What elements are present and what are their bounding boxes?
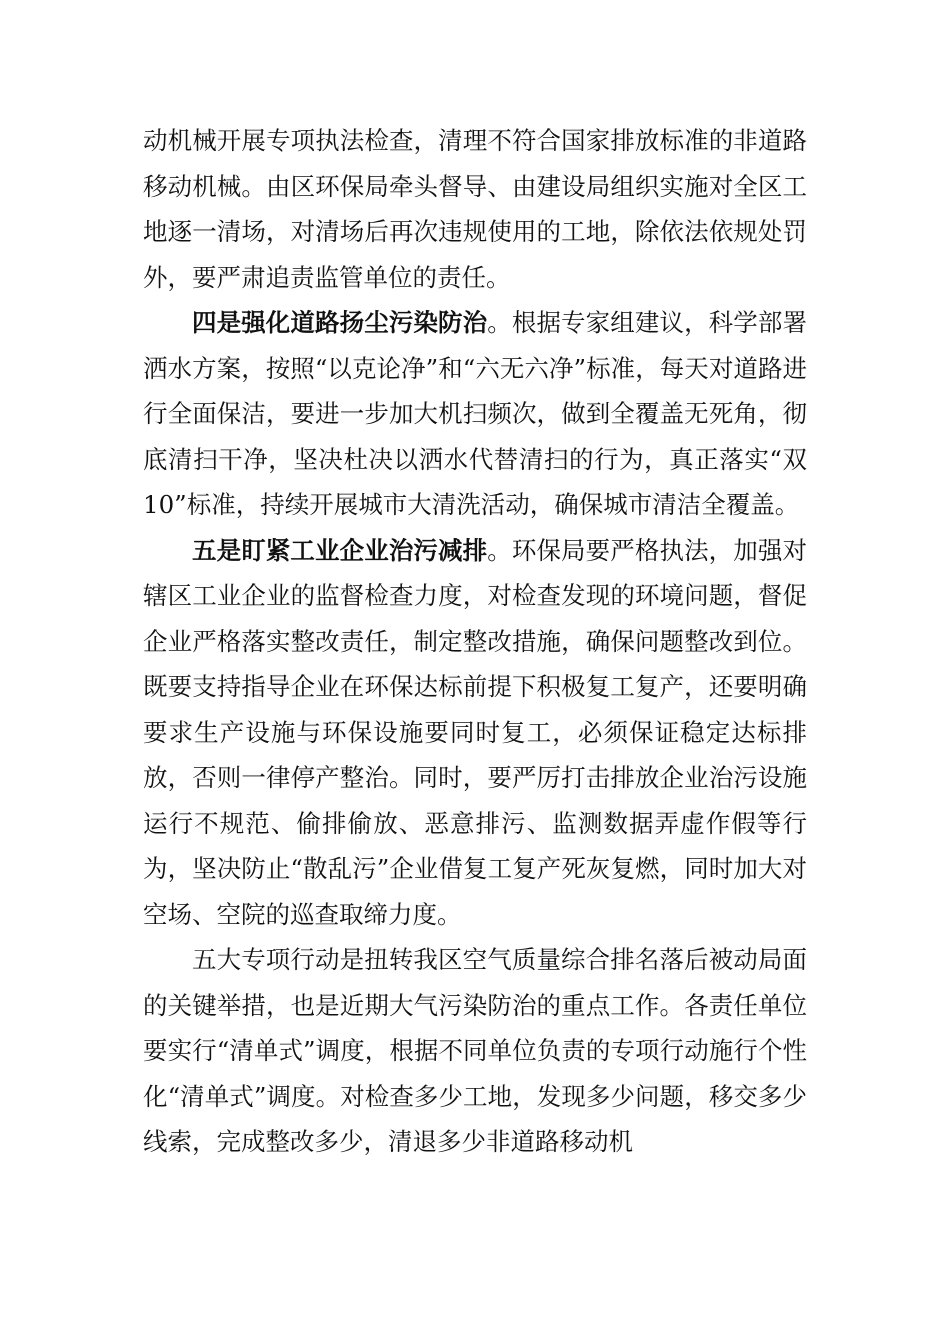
paragraph-heading: 五是盯紧工业企业治污减排: [192, 535, 488, 565]
paragraph-heading: 四是强化道路扬尘污染防治: [192, 308, 488, 337]
paragraph-summary: [143, 937, 807, 1165]
paragraph-text: 动机械开展专项执法检查，清理不符合国家排放标准的非道路移动机械。由区环保局牵头督导、由建设局组织实施对全区工地逐一清场，对清场后再次违规使用的工地，除依法依规处罚外，要严肃追责监管单位的责任。: [143, 126, 807, 292]
paragraph-text: 。根据专家组建议，科学部署洒水方案，按照“以克论净”和“六无六净”标准，每天对道路进行全面保洁，要进一步加大机扫频次，做到全覆盖无死角，彻底清扫干净，坚决杜决以洒水代替清扫的行为，真正落实“双 10”标准，持续开展城市大清洗活动，确保城市清洁全覆盖。: [143, 308, 807, 519]
paragraph-industrial-emissions: [143, 528, 807, 938]
paragraph-road-dust: [143, 300, 807, 528]
document-body: [143, 118, 807, 1165]
paragraph-text: 五大专项行动是扭转我区空气质量综合排名落后被动局面的关键举措，也是近期大气污染防治的重点工作。各责任单位要实行“清单式”调度，根据不同单位负责的专项行动施行个性化“清单式”调度。对检查多少工地，发现多少问题，移交多少线索，完成整改多少，清退多少非道路移动机: [143, 945, 807, 1156]
paragraph-continuation: [143, 118, 807, 300]
paragraph-text: 。环保局要严格执法，加强对辖区工业企业的监督检查力度，对检查发现的环境问题，督促企业严格落实整改责任，制定整改措施，确保问题整改到位。既要支持指导企业在环保达标前提下积极复工复产，还要明确要求生产设施与环保设施要同时复工，必须保证稳定达标排放，否则一律停产整治。同时，要严厉打击排放企业治污设施运行不规范、偷排偷放、恶意排污、监测数据弄虚作假等行为，坚决防止“散乱污”企业借复工复产死灰复燃，同时加大对空场、空院的巡查取缔力度。: [143, 535, 807, 929]
